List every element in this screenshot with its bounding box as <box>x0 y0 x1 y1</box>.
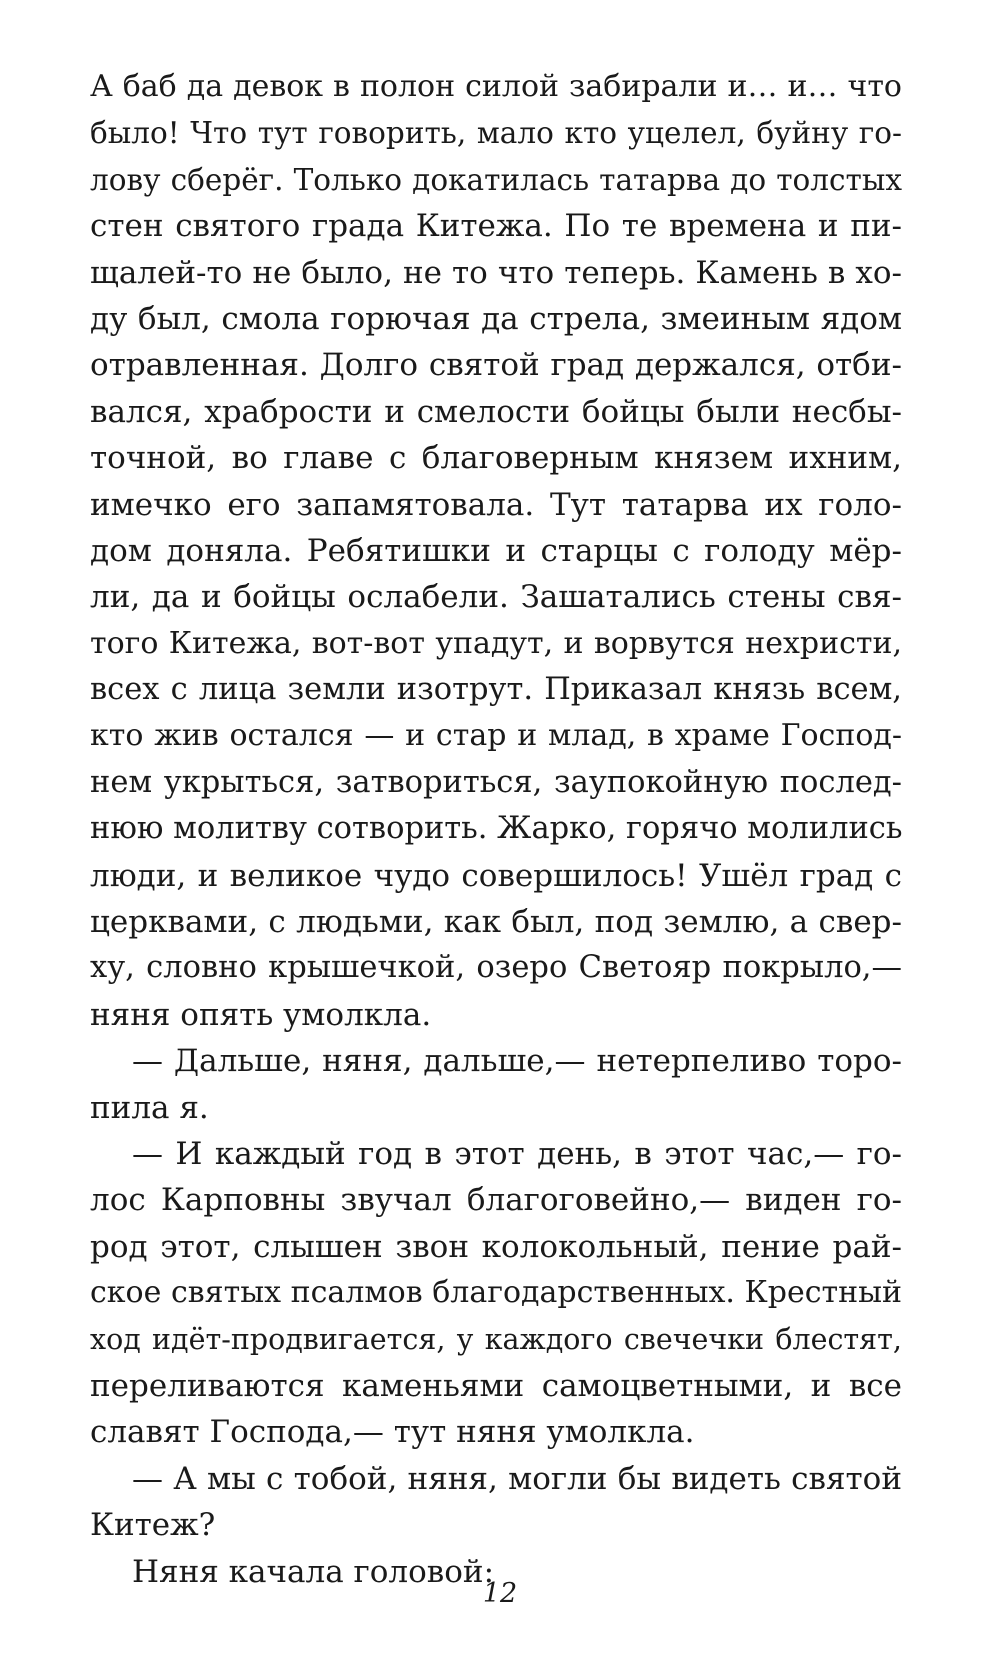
text-line: лову сберёг. Только докатилась татарва до толстых <box>90 162 902 197</box>
text-line: ское святых псалмов благодарственных. Крестный <box>90 1275 902 1311</box>
text-line: нюю молитву сотворить. Жарко, горячо молились <box>90 811 903 847</box>
text-line: ход идёт-продвигается, у каждого свечечки блестят, <box>90 1322 902 1356</box>
text-line: имечко его запамятовала. Тут татарва их голо- <box>90 486 902 523</box>
text-line: вался, храбрости и смелости бойцы были несбы- <box>90 393 902 430</box>
text-line: того Китежа, вот-вот упадут, и ворвутся нехристи, <box>90 625 902 661</box>
text-line: дом доняла. Ребятишки и старцы с голоду мёр- <box>90 532 902 569</box>
text-line: ли, да и бойцы ослабели. Зашатались стены свя- <box>90 579 902 616</box>
text-line: люди, и великое чудо совершилось! Ушёл град с <box>90 857 902 894</box>
text-line: — Дальше, няня, дальше,— нетерпеливо торо- <box>132 1043 902 1080</box>
text-line: Китеж? <box>90 1507 216 1544</box>
body-text <box>90 64 902 1595</box>
page-number: 12 <box>482 1578 518 1609</box>
text-line: переливаются каменьями самоцветными, и все <box>90 1367 902 1404</box>
paragraph <box>90 1038 902 1131</box>
text-line: отравленная. Долго святой град держался, отби- <box>90 347 902 384</box>
text-line: лос Карповны звучал благоговейно,— виден го- <box>90 1182 902 1219</box>
text-line: нем укрыться, затвориться, заупокойную послед- <box>90 764 902 800</box>
text-line: было! Что тут говорить, мало кто уцелел, буйну го- <box>90 116 902 151</box>
text-line: ху, словно крышечкой, озеро Светояр покрыло,— <box>90 950 902 986</box>
text-line: славят Господа,— тут няня умолкла. <box>90 1414 695 1451</box>
paragraph <box>90 1131 902 1456</box>
text-line: всех с лица земли изотрут. Приказал князь всем, <box>90 672 902 708</box>
text-line: А баб да девок в полон силой забирали и… и… что <box>90 69 902 104</box>
text-line: Няня качала головой: <box>132 1553 495 1590</box>
text-line: кто жив остался — и стар и млад, в храме Господ- <box>90 718 902 754</box>
text-line: церквами, с людьми, как был, под землю, а свер- <box>90 904 902 941</box>
text-line: щалей-то не было, не то что теперь. Камень в хо- <box>90 254 902 291</box>
text-line: — А мы с тобой, няня, могли бы видеть святой <box>132 1460 902 1497</box>
paragraph <box>90 64 902 1038</box>
paragraph <box>90 1456 902 1549</box>
text-line: стен святого града Китежа. По те времена и пи- <box>90 208 902 245</box>
text-line: — И каждый год в этот день, в этот час,— го- <box>132 1135 902 1172</box>
text-line: род этот, слышен звон колокольный, пение рай- <box>90 1228 902 1265</box>
text-line: ду был, смола горючая да стрела, змеиным ядом <box>90 300 902 337</box>
text-line: точной, во главе с благоверным князем ихним, <box>90 440 902 477</box>
text-line: пила я. <box>90 1089 209 1126</box>
text-line: няня опять умолкла. <box>90 996 432 1033</box>
